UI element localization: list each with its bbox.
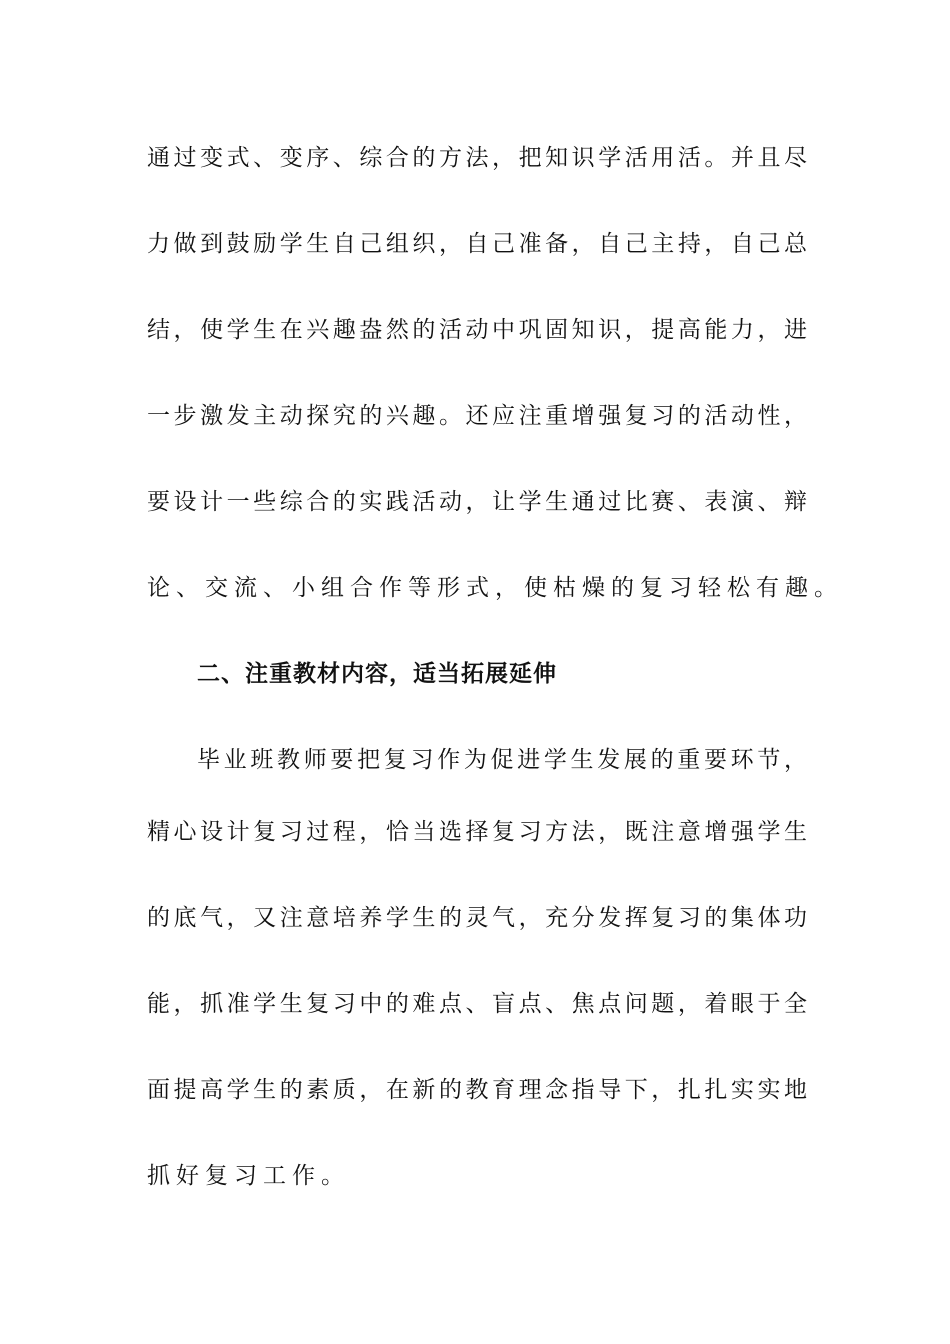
paragraph-line: 的底气，又注意培养学生的灵气，充分发挥复习的集体功 xyxy=(147,905,807,931)
section-heading: 二、注重教材内容，适当拓展延伸 xyxy=(197,661,557,687)
paragraph-line: 能，抓准学生复习中的难点、盲点、焦点问题，着眼于全 xyxy=(147,991,807,1017)
paragraph-line: 力做到鼓励学生自己组织，自己准备，自己主持，自己总 xyxy=(147,231,807,257)
paragraph-line: 论、交流、小组合作等形式，使枯燥的复习轻松有趣。 xyxy=(147,575,843,601)
paragraph-line: 抓好复习工作。 xyxy=(147,1163,350,1189)
paragraph-line: 要设计一些综合的实践活动，让学生通过比赛、表演、辩 xyxy=(147,489,807,515)
paragraph-line: 一步激发主动探究的兴趣。还应注重增强复习的活动性， xyxy=(147,403,807,429)
paragraph-line: 面提高学生的素质，在新的教育理念指导下，扎扎实实地 xyxy=(147,1077,807,1103)
paragraph-line: 通过变式、变序、综合的方法，把知识学活用活。并且尽 xyxy=(147,145,807,171)
paragraph-first-line: 毕业班教师要把复习作为促进学生发展的重要环节， xyxy=(197,747,807,773)
paragraph-line: 精心设计复习过程，恰当选择复习方法，既注意增强学生 xyxy=(147,819,807,845)
paragraph-line: 结，使学生在兴趣盎然的活动中巩固知识，提高能力，进 xyxy=(147,317,807,343)
